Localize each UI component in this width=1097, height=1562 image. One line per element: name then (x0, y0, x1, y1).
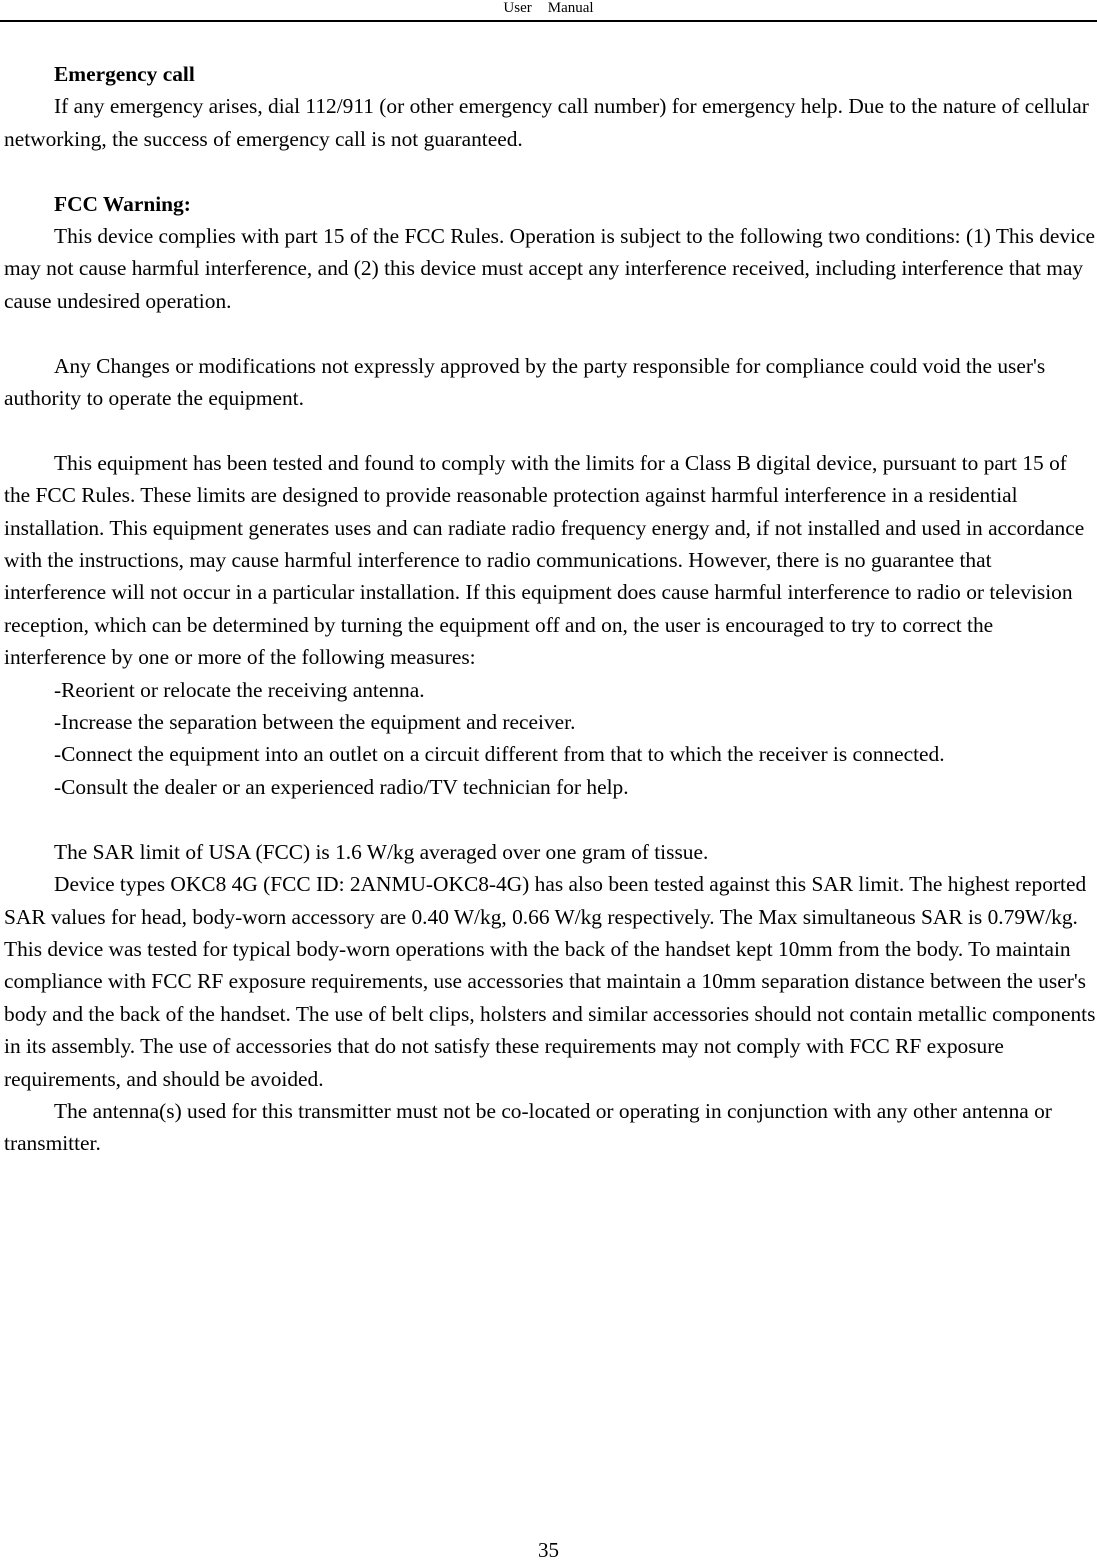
spacer (4, 803, 1097, 835)
class-b-paragraph: This equipment has been tested and found to comply with the limits for a Class B digital device, pursuant to part 15 of the FCC Rules. These limits are designed to provide reasonable protection against harmful interference in a residential installation. This equipment generates uses and can radiate radio frequency energy and, if not installed and used in accordance with the instructions, may cause harmful interference to radio communications. However, there is no guarantee that interference will not occur in a particular installation. If this equipment does cause harmful interference to radio or television reception, which can be determined by turning the equipment off and on, the user is encouraged to try to correct the interference by one or more of the following measures: (4, 450, 1085, 670)
sar-details-paragraph: Device types OKC8 4G (FCC ID: 2ANMU-OKC8-4G) has also been tested against this SAR limit. The highest reported SAR values for head, body-worn accessory are 0.40 W/kg, 0.66 W/kg respectively. The Max simultaneous SAR is 0.79W/kg. This device was tested for typical body-worn operations with the back of the handset kept 10mm from the body. To maintain compliance with FCC RF exposure requirements, use accessories that maintain a 10mm separation distance between the user's body and the back of the handset. The use of belt clips, holsters and similar accessories should not contain metallic components in its assembly. The use of accessories that do not satisfy these requirements may not comply with FCC RF exposure requirements, and should be avoided. (4, 872, 1096, 1091)
fcc-warning-heading: FCC Warning: (54, 191, 191, 216)
fcc-compliance-paragraph: This device complies with part 15 of the FCC Rules. Operation is subject to the following two conditions: (1) This device may not cause harmful interference, and (2) this device must accept any interference received, including interference that may cause undesired operation. (4, 224, 1096, 313)
spacer (4, 155, 1097, 187)
page-header (0, 0, 1097, 22)
measure-item: -Increase the separation between the equipment and receiver. (54, 710, 576, 735)
spacer (4, 317, 1097, 349)
spacer (4, 414, 1097, 446)
antenna-paragraph: The antenna(s) used for this transmitter must not be co-located or operating in conjunction with any other antenna or transmitter. (4, 1098, 1052, 1156)
measure-item: -Reorient or relocate the receiving antenna. (54, 677, 425, 702)
fcc-changes-paragraph: Any Changes or modifications not expressly approved by the party responsible for compliance could void the user's authority to operate the equipment. (4, 353, 1046, 411)
header-user-label: User (503, 0, 532, 16)
header-manual-label: Manual (547, 0, 594, 16)
emergency-call-heading: Emergency call (54, 62, 195, 86)
emergency-call-paragraph: If any emergency arises, dial 112/911 (or other emergency call number) for emergency help. Due to the nature of cellular networking, the success of emergency call is not guaranteed. (4, 94, 1089, 151)
sar-limit-paragraph: The SAR limit of USA (FCC) is 1.6 W/kg averaged over one gram of tissue. (54, 839, 709, 864)
document-body (4, 58, 1097, 1160)
measure-item: -Consult the dealer or an experienced radio/TV technician for help. (54, 774, 629, 799)
page-number: 35 (538, 1538, 559, 1562)
measure-item: -Connect the equipment into an outlet on a circuit different from that to which the receiver is connected. (54, 742, 945, 767)
